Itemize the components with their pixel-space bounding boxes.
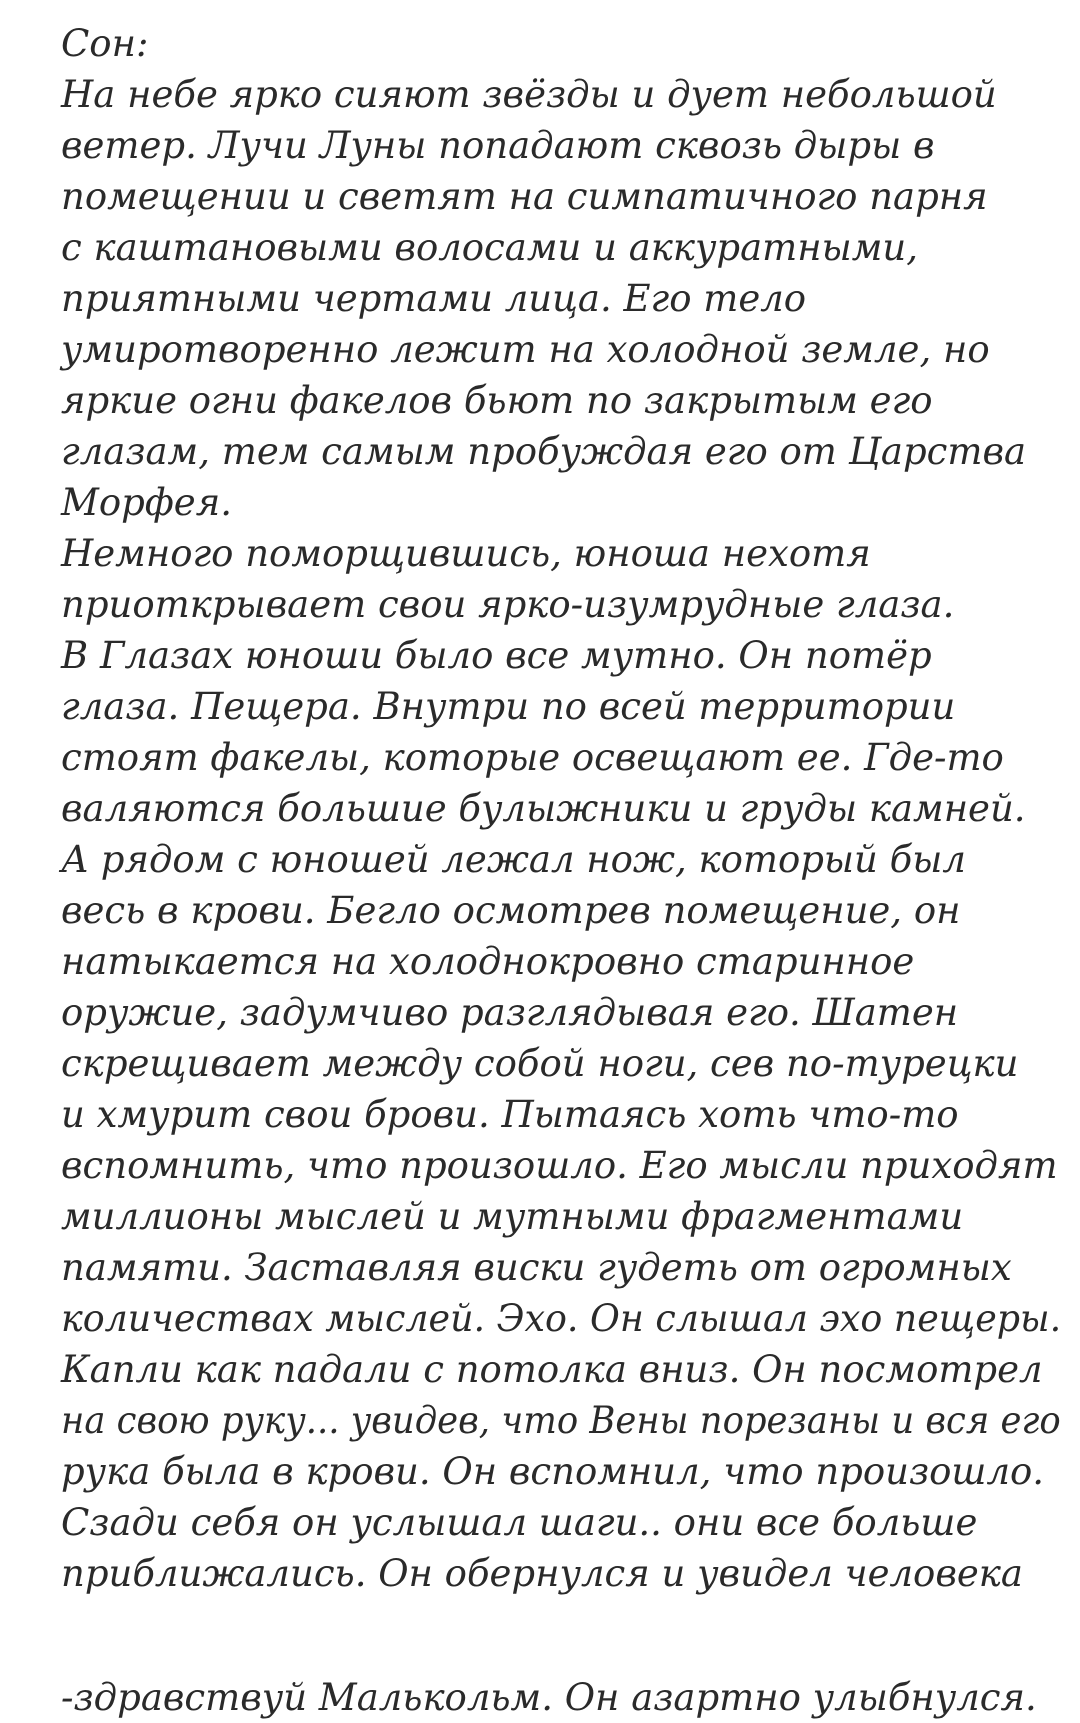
text-line: А рядом с юношей лежал нож, который был	[61, 838, 966, 881]
text-line: на свою руку... увидев, что Вены порезаны и вся его	[61, 1399, 1061, 1442]
text-line: стоят факелы, которые освещают ее. Где-то	[61, 736, 1004, 779]
text-line: Сзади себя он услышал шаги.. они все больше	[61, 1501, 978, 1544]
text-line: ветер. Лучи Луны попадают сквозь дыры в	[61, 124, 935, 167]
text-line: рука была в крови. Он вспомнил, что произошло.	[61, 1450, 1045, 1493]
text-line: помещении и светят на симпатичного парня	[61, 175, 988, 218]
text-line: с каштановыми волосами и аккуратными,	[61, 226, 919, 269]
text-line: приоткрывает свои ярко-изумрудные глаза.	[61, 583, 955, 626]
text-line: На небе ярко сияют звёзды и дует небольшой	[61, 73, 997, 116]
blank-line	[61, 1599, 1061, 1650]
text-line: натыкается на холоднокровно старинное	[61, 940, 915, 983]
text-line: скрещивает между собой ноги, сев по-турецки	[61, 1042, 1019, 1085]
text-line: Немного поморщившись, юноша нехотя	[61, 532, 871, 575]
text-line: Сон:	[61, 22, 149, 65]
text-line: приятными чертами лица. Его тело	[61, 277, 807, 320]
text-line: валяются большие булыжники и груды камней.	[61, 787, 1026, 830]
closing-dialogue-line: -здравствуй Малькольм. Он азартно улыбнулся.	[61, 1676, 1037, 1719]
text-line: весь в крови. Бегло осмотрев помещение, он	[61, 889, 961, 932]
text-line: количествах мыслей. Эхо. Он слышал эхо пещеры.	[61, 1297, 1062, 1340]
text-line: приближались. Он обернулся и увидел человека	[61, 1552, 1023, 1595]
text-line: миллионы мыслей и мутными фрагментами	[61, 1195, 964, 1238]
text-line: яркие огни факелов бьют по закрытым его	[61, 379, 933, 422]
text-line: вспомнить, что произошло. Его мысли приходят	[61, 1144, 1058, 1187]
text-line: Морфея.	[61, 481, 232, 524]
text-line: умиротворенно лежит на холодной земле, но	[61, 328, 990, 371]
text-line: оружие, задумчиво разглядывая его. Шатен	[61, 991, 959, 1034]
text-line: и хмурит свои брови. Пытаясь хоть что-то	[61, 1093, 959, 1136]
text-line: Капли как падали с потолка вниз. Он посмотрел	[61, 1348, 1043, 1391]
text-line: памяти. Заставляя виски гудеть от огромных	[61, 1246, 1012, 1289]
text-line: В Глазах юноши было все мутно. Он потёр	[61, 634, 932, 677]
document-body	[61, 18, 1061, 1723]
text-line: глазам, тем самым пробуждая его от Царства	[61, 430, 1027, 473]
text-line: глаза. Пещера. Внутри по всей территории	[61, 685, 956, 728]
